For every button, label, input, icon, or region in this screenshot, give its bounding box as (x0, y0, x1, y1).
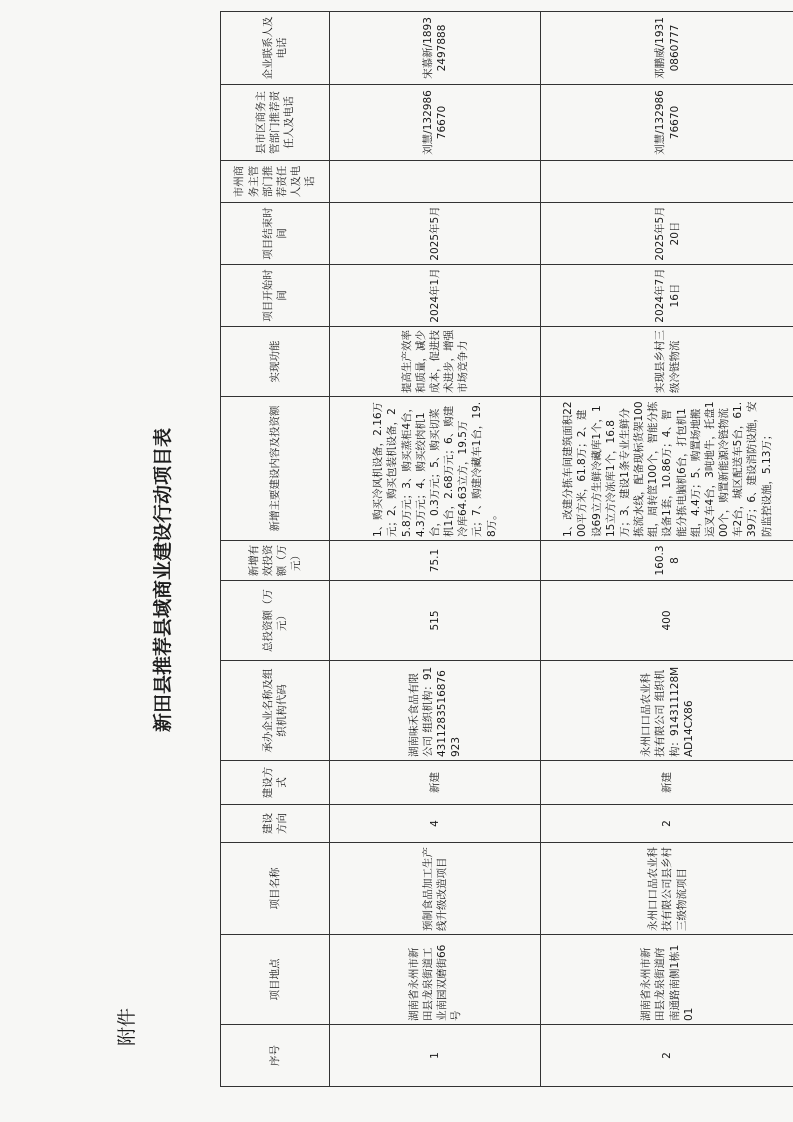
cell-content: 1、购买冷风机设备，2.16万元；2、购买包装机设备，25.8万元；3、购买蒸柜4台，4.3万元；4、购买绞肉机1台，0.3万元；5、购买切菜机1台，2.68万元；6、购建冷库64.63立方，19.5万元；7、购建冷藏车1台，19.8万。 (330, 397, 541, 541)
cell-method: 新建 (330, 761, 541, 805)
cell-end: 2025年5月 (330, 203, 541, 265)
cell-city-contact (541, 161, 793, 203)
cell-direction: 4 (330, 805, 541, 843)
header-end: 项目结束时间 (221, 203, 330, 265)
cell-name: 永州口口品农业科技有限公司县乡村三级物流项目 (541, 843, 793, 935)
cell-company: 湖南味禾食品有限公司 组织机构：914311283516876923 (330, 661, 541, 761)
cell-county-contact: 刘慧/13298676670 (541, 85, 793, 161)
header-name: 项目名称 (221, 843, 330, 935)
table-row (541, 12, 793, 1087)
cell-total-investment: 515 (330, 581, 541, 661)
cell-company-contact: 宋慕新/18932497888 (330, 12, 541, 85)
cell-function: 提高生产效率和质量，减少成本，促进技术进步，增强市场竞争力 (330, 327, 541, 397)
table-row (330, 12, 541, 1087)
cell-start: 2024年7月16日 (541, 265, 793, 327)
header-start: 项目开始时间 (221, 265, 330, 327)
header-direction: 建设方向 (221, 805, 330, 843)
project-table (220, 11, 793, 1087)
cell-new-investment: 75.1 (330, 541, 541, 581)
cell-content: 1、改建分拣车间建筑面积2200平方米，61.8万；2、建设69立方生鲜冷藏库1个，115立方冷冻库1个，16.8万；3、建设1条专业生鲜分拣流水线，配备现标货架100组，周转筐100个，智能分拣设备1套，10.86万；4、智能分拣电脑机6台，打包机1组，4.4万；5、购置场地搬运叉车4台，3吨地牛，托盘100个，购置新能源冷链物流车2台，城区配送车5台，61.39万；6、建设消防设施，安防监控设施，5.13万； (541, 397, 793, 541)
header-row (221, 12, 330, 1087)
header-content: 新增主要建设内容及投资额 (221, 397, 330, 541)
cell-total-investment: 400 (541, 581, 793, 661)
header-city-contact: 市州商务主管部门推荐责任人及电话 (221, 161, 330, 203)
header-county-contact: 县市区商务主管部门推荐责任人及电话 (221, 85, 330, 161)
project-table-wrapper (220, 16, 787, 1087)
cell-name: 预制食品加工生产线升级改造项目 (330, 843, 541, 935)
cell-new-investment: 160.38 (541, 541, 793, 581)
cell-no: 2 (541, 1025, 793, 1087)
cell-direction: 2 (541, 805, 793, 843)
page-title: 新田县推荐县域商业建设行动项目表 (152, 428, 174, 733)
cell-company: 永州口口品农业科技有限公司 组织机构：914311128MAD14CX86 (541, 661, 793, 761)
cell-location: 湖南省永州市新田县龙泉街道府南通路南侧1栋101 (541, 935, 793, 1025)
cell-city-contact (330, 161, 541, 203)
header-no: 序号 (221, 1025, 330, 1087)
cell-start: 2024年1月 (330, 265, 541, 327)
header-function: 实现功能 (221, 327, 330, 397)
header-total-investment: 总投资额（万元） (221, 581, 330, 661)
cell-no: 1 (330, 1025, 541, 1087)
header-company: 承办企业名称及组织机构代码 (221, 661, 330, 761)
header-new-investment: 新增有效投资额（万元） (221, 541, 330, 581)
cell-function: 实现县乡村三级冷链物流 (541, 327, 793, 397)
header-company-contact: 企业联系人及电话 (221, 12, 330, 85)
cell-county-contact: 刘慧/13298676670 (330, 85, 541, 161)
cell-company-contact: 邓鹏威/19310860777 (541, 12, 793, 85)
header-method: 建设方式 (221, 761, 330, 805)
cell-location: 湖南省永州市新田县龙泉街道工业南园双磨街66号 (330, 935, 541, 1025)
cell-method: 新建 (541, 761, 793, 805)
annex-label: 附件 (116, 1008, 138, 1047)
cell-end: 2025年5月20日 (541, 203, 793, 265)
header-location: 项目地点 (221, 935, 330, 1025)
